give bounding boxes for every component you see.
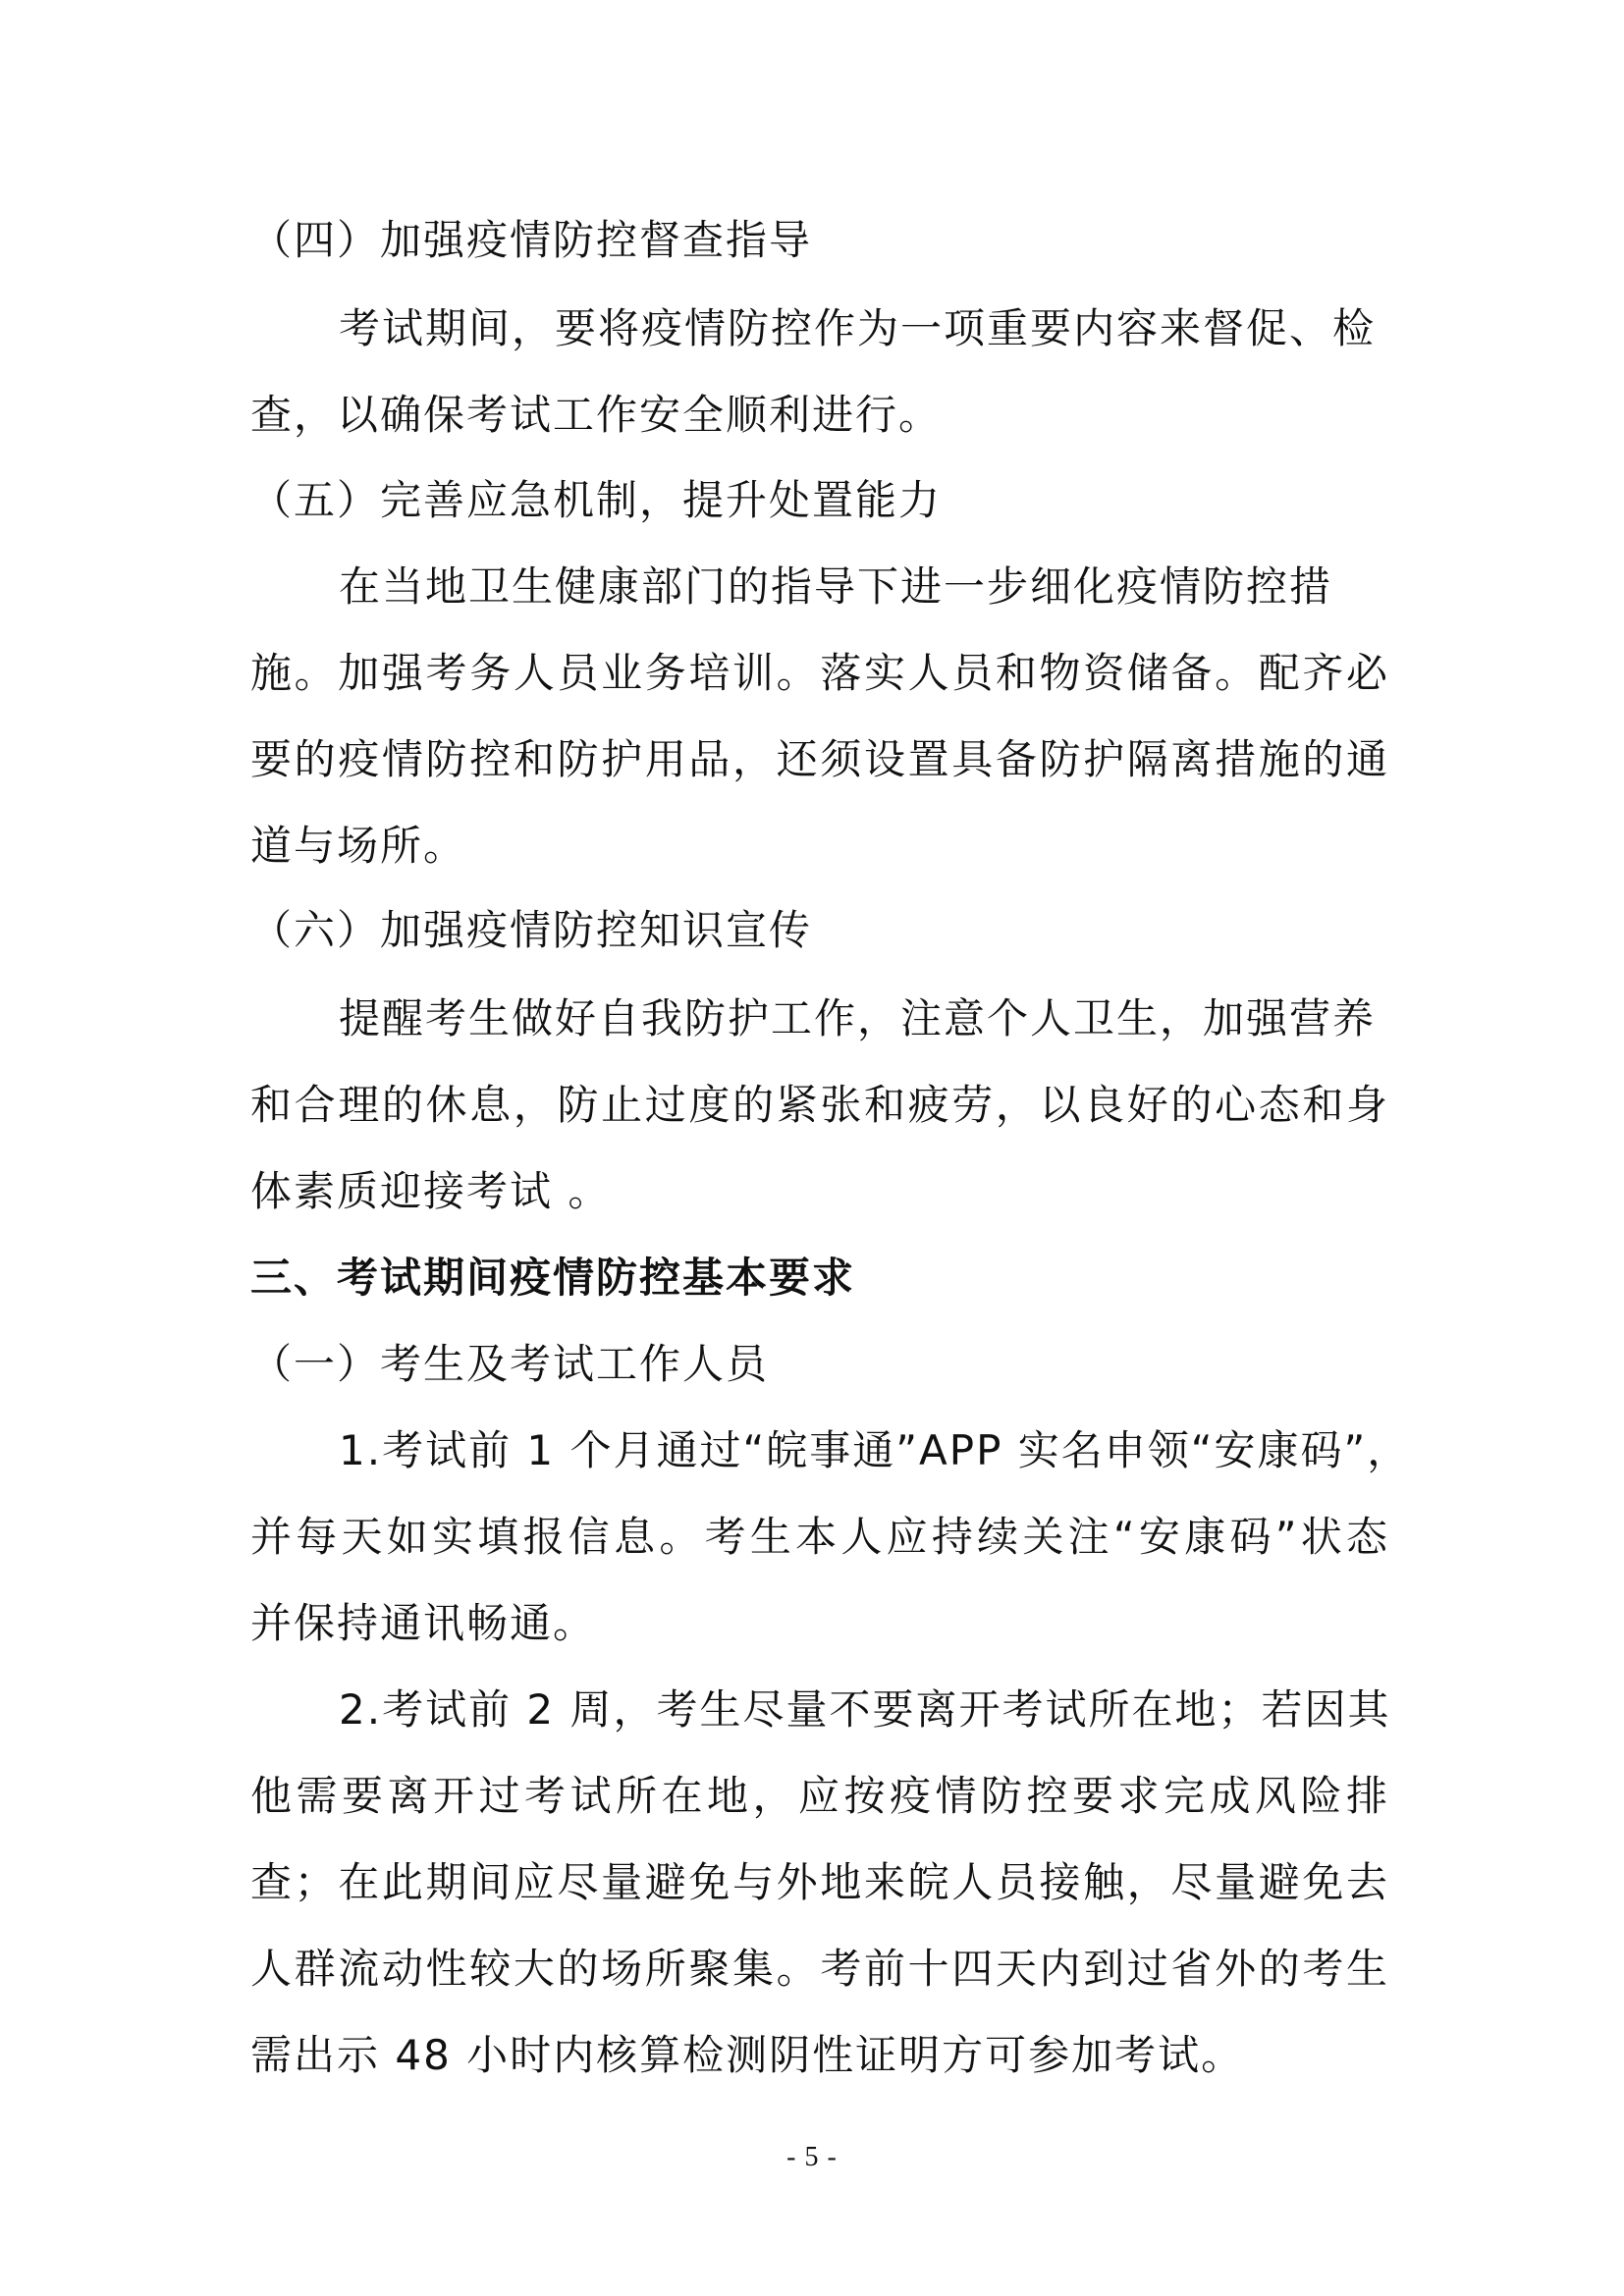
chapter-heading-3: 三、考试期间疫情防控基本要求 [250,1254,856,1302]
paragraph-line: 考试期间，要将疫情防控作为一项重要内容来督促、检 [339,304,1377,352]
paragraph-line: 查，以确保考试工作安全顺利进行。 [250,391,943,439]
paragraph-line: 并保持通讯畅通。 [250,1599,597,1647]
section-heading-5: （五）完善应急机制，提升处置能力 [250,476,943,524]
paragraph-line: 体素质迎接考试 。 [250,1167,612,1215]
paragraph-line: 并每天如实填报信息。考生本人应持续关注“安康码”状态 [250,1513,1389,1561]
paragraph-line: 查；在此期间应尽量避免与外地来皖人员接触，尽量避免去 [250,1858,1389,1906]
paragraph-line: 提醒考生做好自我防护工作，注意个人卫生，加强营养 [339,994,1377,1042]
section-heading-3-1: （一）考生及考试工作人员 [250,1340,770,1388]
paragraph-line: 施。加强考务人员业务培训。落实人员和物资储备。配齐必 [250,649,1389,697]
paragraph-line: 和合理的休息，防止过度的紧张和疲劳，以良好的心态和身 [250,1081,1389,1129]
paragraph-line: 在当地卫生健康部门的指导下进一步细化疫情防控措 [339,562,1333,611]
paragraph-line: 要的疫情防控和防护用品，还须设置具备防护隔离措施的通 [250,735,1389,783]
paragraph-line: 人群流动性较大的场所聚集。考前十四天内到过省外的考生 [250,1945,1389,1993]
section-heading-6: （六）加强疫情防控知识宣传 [250,906,813,954]
page-number: - 5 - [786,2142,838,2172]
paragraph-line: 道与场所。 [250,822,467,870]
paragraph-line: 他需要离开过考试所在地，应按疫情防控要求完成风险排 [250,1772,1389,1820]
paragraph-line: 1.考试前 1 个月通过“皖事通”APP 实名申领“安康码”， [339,1426,1411,1474]
section-heading-4: （四）加强疫情防控督查指导 [250,216,813,264]
paragraph-line: 需出示 48 小时内核算检测阴性证明方可参加考试。 [250,2031,1245,2079]
paragraph-line: 2.考试前 2 周，考生尽量不要离开考试所在地；若因其 [339,1685,1391,1734]
